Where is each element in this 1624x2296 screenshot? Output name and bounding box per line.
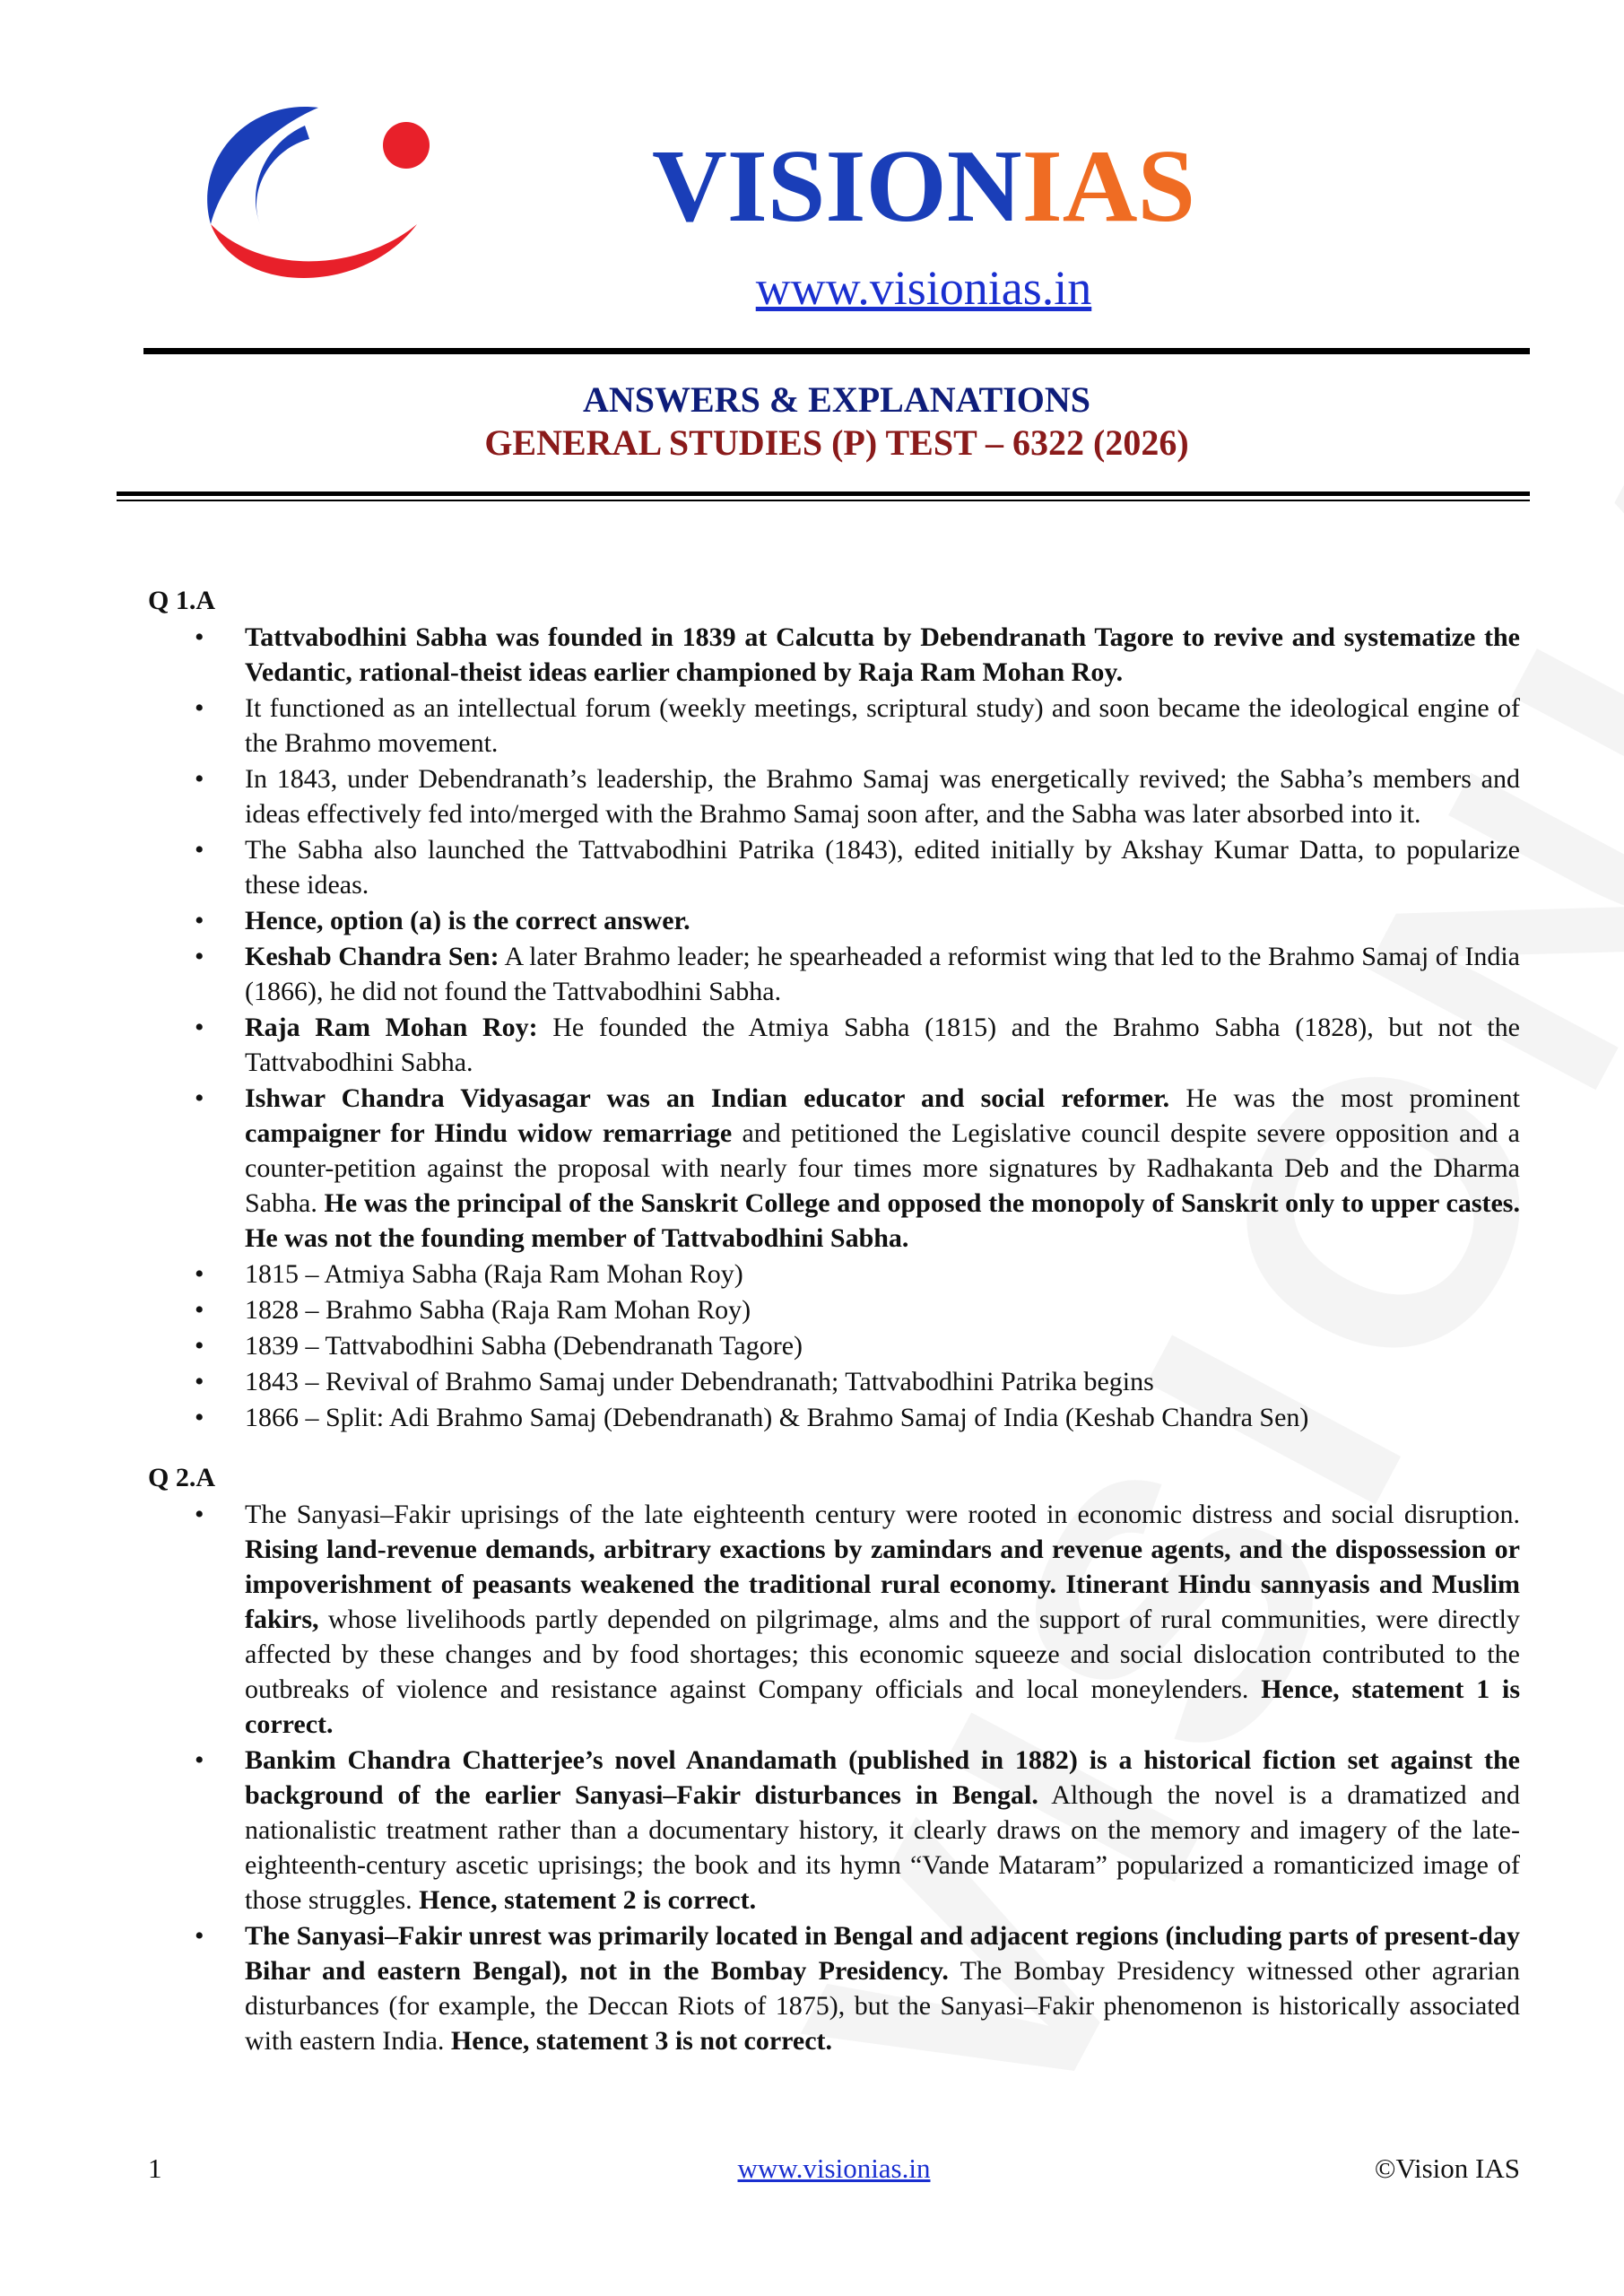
- bullet-text: A later Brahmo leader; he spearheaded a reformist wing that led to the Brahmo Samaj of India (1866), he did not found the Tattvabodhini Sabha.: [245, 942, 1520, 1006]
- bullet-text: He founded the Atmiya Sabha (1815) and the Brahmo Sabha (1828), but not the Tattvabodhini Sabha.: [245, 1013, 1521, 1077]
- bullet-text-bold: He was the principal of the Sanskrit College and opposed the monopoly of Sanskrit only to upper castes. He was not the founding member of Tattvabodhini Sabha.: [245, 1188, 1520, 1253]
- bullet-text-bold: Ishwar Chandra Vidyasagar was an Indian educator and social reformer.: [245, 1083, 1170, 1113]
- question-block: [148, 1460, 1520, 2058]
- explanation-bullet: [245, 1364, 1520, 1399]
- bullet-text-bold: Bankim Chandra Chatterjee’s novel Anandamath (published in 1882) is a historical fiction set against the background of the earlier Sanyasi–Fakir disturbances in Bengal.: [245, 1745, 1520, 1810]
- explanation-bullet: [245, 1497, 1520, 1742]
- explanation-bullet: [245, 761, 1520, 831]
- explanation-bullet: [245, 1328, 1520, 1363]
- bullet-text-bold: Hence, statement 2 is correct.: [419, 1885, 757, 1915]
- page-number: 1: [148, 2152, 162, 2184]
- bullet-text-bold: Keshab Chandra Sen:: [245, 942, 499, 971]
- explanation-bullet: [245, 1743, 1520, 1918]
- bullet-text-bold: Raja Ram Mohan Roy:: [245, 1013, 538, 1042]
- document-title: ANSWERS & EXPLANATIONS: [582, 379, 1090, 420]
- bullet-text-bold: Hence, statement 1 is correct.: [245, 1674, 1520, 1739]
- explanation-list: [148, 1497, 1520, 2058]
- bullet-text: In 1843, under Debendranath’s leadership, the Brahmo Samaj was energetically revived; the Sabha’s members and ideas effectively fed into/merged with the Brahmo Samaj soon after, and the Sabha was later absorbed into it.: [245, 764, 1520, 829]
- answers-content: [148, 583, 1520, 2059]
- bullet-text: The Sabha also launched the Tattvabodhini Patrika (1843), edited initially by Akshay Kumar Datta, to popularize these ideas.: [245, 835, 1520, 900]
- bullet-text: 1866 – Split: Adi Brahmo Samaj (Debendranath) & Brahmo Samaj of India (Keshab Chandra Sen): [245, 1403, 1309, 1432]
- explanation-bullet: [245, 832, 1520, 902]
- title-divider-thin: [117, 500, 1530, 501]
- bullet-text-bold: Tattvabodhini Sabha was founded in 1839 at Calcutta by Debendranath Tagore to revive and systematize the Vedantic, rational-theist ideas earlier championed by Raja Ram Mohan Roy.: [245, 622, 1520, 687]
- bullet-text-bold: Hence, statement 3 is not correct.: [450, 2026, 833, 2056]
- visionias-logo: [184, 90, 453, 305]
- explanation-bullet: [245, 1081, 1520, 1256]
- bullet-text: The Bombay Presidency witnessed other agrarian disturbances (for example, the Deccan Riots of 1875), but the Sanyasi–Fakir phenomenon is historically associated with eastern India.: [245, 1956, 1520, 2056]
- logo-red-arc: [211, 224, 417, 278]
- explanation-bullet: [245, 691, 1520, 761]
- bullet-text: and petitioned the Legislative council despite severe opposition and a counter-petition against the proposal with nearly four times more signatures by Radhakanta Deb and the Dharma Sabha.: [245, 1118, 1520, 1218]
- brand-name-accent: IAS: [1021, 129, 1195, 244]
- explanation-bullet: [245, 620, 1520, 690]
- question-label: Q 2.A: [148, 1463, 215, 1492]
- header-divider: [143, 348, 1530, 354]
- question-label: Q 1.A: [148, 586, 215, 615]
- bullet-text: It functioned as an intellectual forum (weekly meetings, scriptural study) and soon became the ideological engine of the Brahmo movement.: [245, 693, 1520, 758]
- bullet-text: whose livelihoods partly depended on pilgrimage, alms and the support of rural communities, were directly affected by these changes and by food shortages; this economic squeeze and social dislocation contributed to the outbreaks of violence and resistance against Company officials and local moneylenders.: [245, 1605, 1520, 1704]
- explanation-bullet: [245, 1918, 1520, 2058]
- brand-name-main: VISION: [651, 129, 1022, 244]
- brand-name: [619, 129, 1229, 244]
- explanation-list: [148, 620, 1520, 1435]
- bullet-text: 1843 – Revival of Brahmo Samaj under Debendranath; Tattvabodhini Patrika begins: [245, 1367, 1154, 1396]
- bullet-text: Although the novel is a dramatized and nationalistic treatment rather than a documentary history, it clearly draws on the memory and imagery of the late-eighteenth-century ascetic uprisings; the book and its hymn “Vande Mataram” popularized a romanticized image of those struggles.: [245, 1780, 1520, 1915]
- document-subtitle: GENERAL STUDIES (P) TEST – 6322 (2026): [484, 422, 1189, 463]
- bullet-text-bold: campaigner for Hindu widow remarriage: [245, 1118, 733, 1148]
- header-website-link[interactable]: www.visionias.in: [755, 261, 1092, 315]
- footer-website-link[interactable]: www.visionias.in: [737, 2152, 931, 2184]
- logo-red-dot: [383, 122, 430, 169]
- bullet-text: He was the most prominent: [1169, 1083, 1520, 1113]
- question-block: [148, 583, 1520, 1435]
- title-divider-thick: [117, 491, 1530, 496]
- bullet-text: 1815 – Atmiya Sabha (Raja Ram Mohan Roy): [245, 1259, 743, 1289]
- explanation-bullet: [245, 939, 1520, 1009]
- copyright-notice: ©Vision IAS: [1374, 2152, 1520, 2184]
- logo-blue-arc: [207, 107, 318, 224]
- bullet-text: 1839 – Tattvabodhini Sabha (Debendranath Tagore): [245, 1331, 803, 1361]
- bullet-text-bold: The Sanyasi–Fakir unrest was primarily located in Bengal and adjacent regions (including parts of present-day Bihar and eastern Bengal), not in the Bombay Presidency.: [245, 1921, 1520, 1986]
- bullet-text: 1828 – Brahmo Sabha (Raja Ram Mohan Roy): [245, 1295, 751, 1325]
- bullet-text-bold: Rising land-revenue demands, arbitrary exactions by zamindars and revenue agents, and the dispossession or impoverishment of peasants weakened the traditional rural economy. Itinerant Hindu sannyasis and Muslim fakirs,: [245, 1535, 1520, 1634]
- explanation-bullet: [245, 1010, 1520, 1080]
- bullet-text: The Sanyasi–Fakir uprisings of the late eighteenth century were rooted in economic distress and social disruption.: [245, 1500, 1520, 1529]
- explanation-bullet: [245, 1400, 1520, 1435]
- explanation-bullet: [245, 1257, 1520, 1292]
- explanation-bullet: [245, 1292, 1520, 1327]
- page-footer: [148, 2152, 1520, 2188]
- bullet-text-bold: Hence, option (a) is the correct answer.: [245, 906, 690, 935]
- explanation-bullet: [245, 903, 1520, 938]
